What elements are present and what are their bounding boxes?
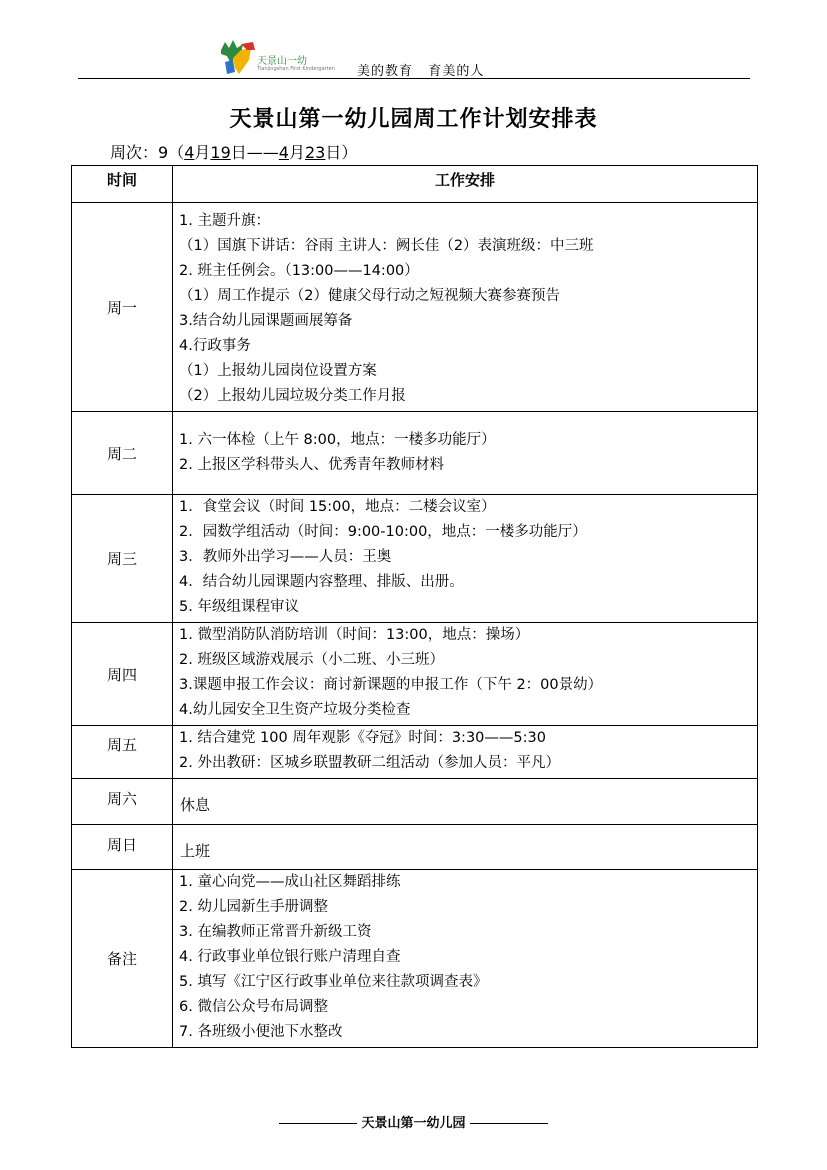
logo-name: 天景山一幼 bbox=[257, 56, 307, 67]
kindergarten-logo bbox=[219, 38, 335, 78]
page-footer bbox=[0, 1112, 827, 1131]
footer-rule-left bbox=[279, 1123, 357, 1124]
table-row-wednesday bbox=[72, 495, 758, 623]
weekly-plan-table bbox=[71, 165, 758, 1048]
week-start-month: 4 bbox=[184, 143, 195, 162]
day-cell: 周二 bbox=[72, 412, 173, 495]
list-item: 2. 幼儿园新生手册调整 bbox=[179, 899, 328, 915]
list-item: 2. 外出教研：区城乡联盟教研二组活动（参加人员：平凡） bbox=[179, 755, 560, 771]
day-cell: 周一 bbox=[72, 203, 173, 412]
list-item: 2. 班主任例会。（13:00——14:00） bbox=[179, 263, 419, 279]
week-dash: —— bbox=[246, 143, 279, 162]
list-item: 4.幼儿园安全卫生资产垃圾分类检查 bbox=[179, 702, 411, 718]
header-motto: 美的教育 育美的人 bbox=[357, 64, 485, 79]
week-start-day: 19 bbox=[210, 143, 231, 162]
list-item: （2）上报幼儿园垃圾分类工作月报 bbox=[179, 388, 406, 404]
list-item: 1．食堂会议（时间 15:00，地点：二楼会议室） bbox=[179, 499, 496, 515]
header-divider bbox=[78, 78, 750, 79]
list-item: （1）国旗下讲话：谷雨 主讲人：阙长佳（2）表演班级：中三班 bbox=[179, 238, 594, 254]
week-info bbox=[110, 140, 357, 163]
table-row-thursday bbox=[72, 623, 758, 726]
week-number: 9 bbox=[158, 143, 169, 162]
list-item: 2. 班级区域游戏展示（小二班、小三班） bbox=[179, 652, 444, 668]
table-row-monday bbox=[72, 203, 758, 412]
week-close: 日） bbox=[325, 143, 358, 162]
day-cell: 周日 bbox=[72, 825, 173, 870]
table-row-sunday bbox=[72, 825, 758, 870]
arrangement-cell bbox=[173, 203, 758, 412]
list-item: 6. 微信公众号布局调整 bbox=[179, 999, 328, 1015]
arrangement-cell bbox=[173, 412, 758, 495]
arrangement-cell bbox=[173, 870, 758, 1048]
arrangement-cell bbox=[173, 495, 758, 623]
list-item: （1）上报幼儿园岗位设置方案 bbox=[179, 363, 377, 379]
footer-text: 天景山第一幼儿园 bbox=[361, 1116, 466, 1131]
week-day-char: 日 bbox=[230, 143, 247, 162]
list-item: 3．教师外出学习——人员：王奥 bbox=[179, 549, 392, 565]
header-arrangement: 工作安排 bbox=[173, 166, 758, 203]
list-item: 3.结合幼儿园课题画展筹备 bbox=[179, 313, 353, 329]
list-item: 2．园数学组活动（时间：9:00-10:00，地点：一楼多功能厅） bbox=[179, 524, 587, 540]
table-row-remarks bbox=[72, 870, 758, 1048]
list-item: 1. 微型消防队消防培训（时间：13:00，地点：操场） bbox=[179, 627, 530, 643]
list-item: 4．结合幼儿园课题内容整理、排版、出册。 bbox=[179, 574, 464, 590]
list-item: 3. 在编教师正常晋升新级工资 bbox=[179, 924, 372, 940]
week-open-paren: （ bbox=[168, 143, 185, 162]
week-label: 周次： bbox=[110, 143, 159, 162]
list-item: 1. 童心向党——成山社区舞蹈排练 bbox=[179, 874, 401, 890]
arrangement-cell: 休息 bbox=[173, 779, 758, 825]
week-month-char-2: 月 bbox=[288, 143, 305, 162]
list-item: 1. 六一体检（上午 8:00，地点：一楼多功能厅） bbox=[179, 432, 496, 448]
arrangement-cell: 上班 bbox=[173, 825, 758, 870]
week-month-char: 月 bbox=[194, 143, 211, 162]
list-item: 4. 行政事业单位银行账户清理自查 bbox=[179, 949, 401, 965]
list-item: 7. 各班级小便池下水整改 bbox=[179, 1024, 343, 1040]
list-item: 2. 上报区学科带头人、优秀青年教师材料 bbox=[179, 457, 444, 473]
list-item: 5. 填写《江宁区行政事业单位来往款项调查表》 bbox=[179, 974, 488, 990]
week-end-day: 23 bbox=[305, 143, 326, 162]
list-item: 1. 结合建党 100 周年观影《夺冠》时间：3:30——5:30 bbox=[179, 730, 546, 746]
document-title: 天景山第一幼儿园周工作计划安排表 bbox=[229, 107, 598, 132]
arrangement-cell bbox=[173, 726, 758, 779]
list-item: （1）周工作提示（2）健康父母行动之短视频大赛参赛预告 bbox=[179, 288, 560, 304]
footer-rule-right bbox=[470, 1123, 548, 1124]
table-row-saturday bbox=[72, 779, 758, 825]
arrangement-cell bbox=[173, 623, 758, 726]
list-item: 5. 年级组课程审议 bbox=[179, 599, 299, 615]
header-time: 时间 bbox=[72, 166, 173, 203]
logo-english-name: Tianjingshan First Kindergarten bbox=[257, 66, 335, 72]
list-item: 3.课题申报工作会议：商讨新课题的申报工作（下午 2：00景幼） bbox=[179, 677, 603, 693]
list-item: 1. 主题升旗： bbox=[179, 213, 270, 229]
day-cell: 周三 bbox=[72, 495, 173, 623]
day-cell: 周六 bbox=[72, 779, 173, 825]
day-cell: 周五 bbox=[72, 726, 173, 779]
day-cell: 周四 bbox=[72, 623, 173, 726]
day-cell: 备注 bbox=[72, 870, 173, 1048]
week-end-month: 4 bbox=[278, 143, 289, 162]
table-row-tuesday bbox=[72, 412, 758, 495]
list-item: 4.行政事务 bbox=[179, 338, 251, 354]
table-row-friday bbox=[72, 726, 758, 779]
table-header-row bbox=[72, 166, 758, 203]
logo-mark-icon bbox=[219, 38, 259, 78]
